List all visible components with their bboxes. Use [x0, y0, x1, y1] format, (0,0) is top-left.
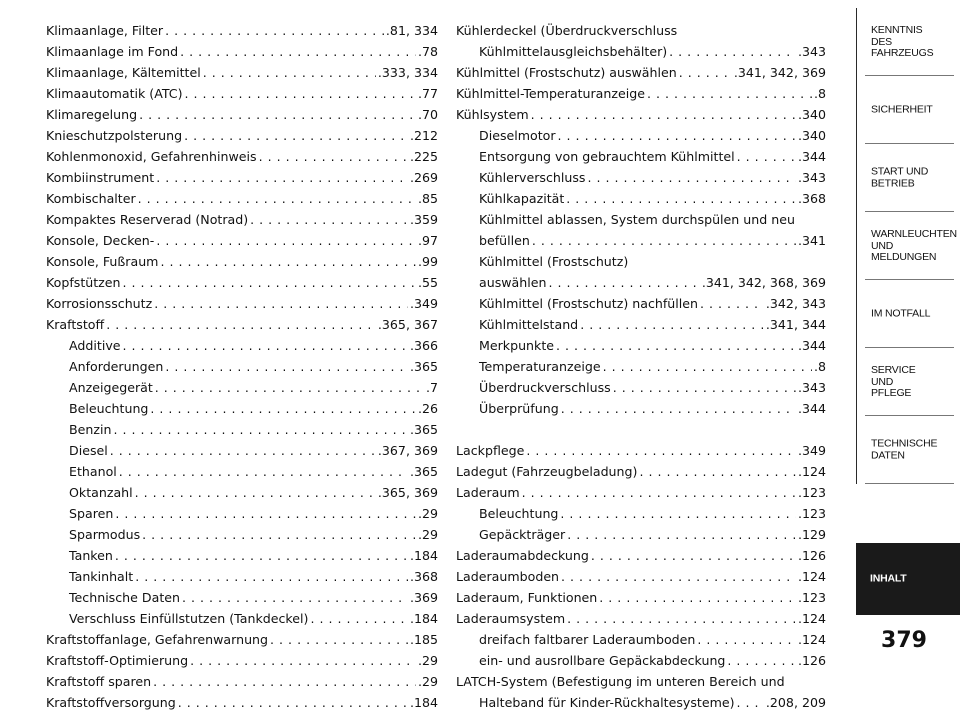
index-entry-label: Kühlmittel (Frostschutz) nachfüllen: [479, 296, 698, 311]
index-entry-page: .99: [417, 254, 438, 269]
index-entry: [46, 608, 438, 629]
index-entry: [46, 440, 438, 461]
dot-leader: [190, 650, 416, 671]
dot-leader: [549, 272, 700, 293]
dot-leader: [182, 587, 408, 608]
dot-leader: [250, 209, 408, 230]
dot-leader: [679, 62, 732, 83]
dot-leader: [135, 566, 408, 587]
index-entry-page: .29: [417, 653, 438, 668]
chapter-tab[interactable]: [856, 212, 960, 280]
index-entry-label: Klimaautomatik (ATC): [46, 86, 183, 101]
index-entry-label: Kraftstoff-Optimierung: [46, 653, 189, 668]
index-entry-label: Klimaanlage, Filter: [46, 23, 164, 38]
index-entry-label: Kühlmittel (Frostschutz) auswählen: [456, 65, 677, 80]
index-entry: [456, 146, 826, 167]
index-entry-label: Ladegut (Fahrzeugbeladung): [456, 464, 638, 479]
dot-leader: [737, 692, 764, 713]
dot-leader: [156, 230, 416, 251]
index-entry: [46, 671, 438, 692]
index-entry-page: .344: [797, 338, 826, 353]
dot-leader: [526, 440, 796, 461]
dot-leader: [556, 335, 796, 356]
index-entry: [456, 566, 826, 587]
index-entry-page: .340: [797, 128, 826, 143]
dot-leader: [532, 230, 796, 251]
index-entry: [46, 587, 438, 608]
index-entry-page: .365, 369: [377, 485, 438, 500]
index-entry-label: LATCH-System (Befestigung im unteren Bereich und: [456, 674, 785, 689]
index-entry-label: Kraftstoff: [46, 317, 105, 332]
index-entry: [46, 482, 438, 503]
index-entry: [46, 272, 438, 293]
dot-leader: [139, 104, 416, 125]
index-entry-page: .269: [409, 170, 438, 185]
dot-leader: [566, 188, 796, 209]
dot-leader: [123, 272, 416, 293]
dot-leader: [603, 356, 812, 377]
index-entry-label: Kühlmittelstand: [479, 317, 579, 332]
index-entry-page: .124: [797, 569, 826, 584]
index-entry: [456, 62, 826, 83]
index-entry-page: .126: [797, 653, 826, 668]
index-entry-label: Kombiinstrument: [46, 170, 155, 185]
dot-leader: [106, 314, 376, 335]
dot-leader: [123, 335, 408, 356]
index-entry-page: .184: [409, 611, 438, 626]
dot-leader: [647, 83, 812, 104]
dot-leader: [259, 146, 408, 167]
dot-leader: [150, 398, 416, 419]
index-entry: [46, 83, 438, 104]
index-entry-page: .208, 209: [765, 695, 826, 710]
dot-leader: [580, 314, 764, 335]
index-entry-page: .343: [797, 170, 826, 185]
dot-leader: [737, 146, 796, 167]
index-entry-label: Entsorgung von gebrauchtem Kühlmittel: [479, 149, 735, 164]
index-entry-page: .8: [813, 86, 826, 101]
chapter-tab[interactable]: [856, 144, 960, 212]
index-entry: [456, 629, 826, 650]
index-entry-label: Sparen: [69, 506, 114, 521]
index-entry-label: Klimaanlage, Kältemittel: [46, 65, 201, 80]
index-entry-label: dreifach faltbarer Laderaumboden: [479, 632, 696, 647]
tab-divider: [865, 483, 954, 484]
index-entry-label: Oktanzahl: [69, 485, 133, 500]
index-entry: [46, 104, 438, 125]
dot-leader: [727, 650, 796, 671]
index-entry-label: Diesel: [69, 443, 108, 458]
index-entry: [46, 419, 438, 440]
chapter-tab[interactable]: [856, 76, 960, 144]
index-entry-label: Konsole, Fußraum: [46, 254, 159, 269]
dot-leader: [119, 461, 408, 482]
index-entry: [456, 587, 826, 608]
index-entry-label: Halteband für Kinder-Rückhaltesysteme): [479, 695, 735, 710]
index-entry-label: Anzeigegerät: [69, 380, 153, 395]
index-entry: [46, 524, 438, 545]
chapter-tab[interactable]: [856, 543, 960, 615]
dot-leader: [153, 671, 416, 692]
index-entry-label: Konsole, Decken-: [46, 233, 155, 248]
index-entry-label: Kühlmittelausgleichsbehälter): [479, 44, 668, 59]
index-entry: [456, 104, 826, 125]
index-entry: [456, 125, 826, 146]
index-entry: [46, 230, 438, 251]
index-entry-label: Ethanol: [69, 464, 117, 479]
index-entry-label: Anforderungen: [69, 359, 164, 374]
index-entry: [46, 167, 438, 188]
index-entry: [456, 230, 826, 251]
dot-leader: [135, 482, 376, 503]
index-entry: [456, 20, 826, 41]
dot-leader: [558, 125, 796, 146]
index-entry-label: Kraftstoff sparen: [46, 674, 152, 689]
index-entry-label: Kühlmittel (Frostschutz): [479, 254, 629, 269]
chapter-tab-label: START UND BETRIEB: [871, 165, 929, 189]
index-entry-page: .126: [797, 548, 826, 563]
index-entry-label: Gepäckträger: [479, 527, 566, 542]
dot-leader: [155, 377, 424, 398]
index-entry: [456, 545, 826, 566]
dot-leader: [113, 419, 407, 440]
index-entry-page: .55: [417, 275, 438, 290]
index-entry-page: .359: [409, 212, 438, 227]
index-entry-page: .343: [797, 380, 826, 395]
dot-leader: [110, 440, 376, 461]
index-entry: [456, 41, 826, 62]
index-entry-label: Merkpunkte: [479, 338, 555, 353]
index-entry: [46, 461, 438, 482]
index-entry: [46, 314, 438, 335]
dot-leader: [165, 20, 384, 41]
index-entry: [456, 440, 826, 461]
index-entry: [456, 314, 826, 335]
index-gap: [456, 419, 826, 440]
index-entry-label: Verschluss Einfüllstutzen (Tankdeckel): [69, 611, 309, 626]
chapter-tab-label: WARNLEUCHTEN UND MELDUNGEN: [871, 227, 957, 263]
index-entry-page: .365, 367: [377, 317, 438, 332]
index-entry-label: Kühlerverschluss: [479, 170, 586, 185]
index-entry: [456, 335, 826, 356]
index-entry-label: Dieselmotor: [479, 128, 556, 143]
chapter-tab[interactable]: [856, 348, 960, 416]
index-entry-label: Kohlenmonoxid, Gefahrenhinweis: [46, 149, 257, 164]
chapter-tab-label: SICHERHEIT: [871, 103, 933, 116]
index-entry: [46, 398, 438, 419]
index-entry-label: Kühlkapazität: [479, 191, 565, 206]
index-entry-label: Kühlsystem: [456, 107, 529, 122]
index-entry-label: Kühlmittel ablassen, System durchspülen und neu: [479, 212, 795, 227]
dot-leader: [522, 482, 796, 503]
index-entry-page: .341, 342, 369: [733, 65, 826, 80]
index-entry-label: ein- und ausrollbare Gepäckabdeckung: [479, 653, 726, 668]
dot-leader: [142, 524, 416, 545]
index-entry-page: .70: [417, 107, 438, 122]
index-entry: [46, 566, 438, 587]
index-entry: [46, 503, 438, 524]
index-entry-page: .123: [797, 485, 826, 500]
index-entry: [46, 209, 438, 230]
dot-leader: [613, 377, 796, 398]
index-entry: [46, 335, 438, 356]
chapter-sidebar: [856, 0, 960, 678]
index-entry: [456, 377, 826, 398]
index-entry-page: .341: [797, 233, 826, 248]
index-entry-page: .26: [417, 401, 438, 416]
index-entry: [46, 125, 438, 146]
dot-leader: [567, 608, 796, 629]
page-number: 379: [881, 628, 927, 653]
index-entry-label: Sparmodus: [69, 527, 141, 542]
index-entry: [46, 356, 438, 377]
index-entry: [456, 671, 826, 692]
index-entry-page: .341, 342, 368, 369: [701, 275, 826, 290]
index-entry-page: .349: [409, 296, 438, 311]
dot-leader: [639, 461, 796, 482]
index-entry-label: Überprüfung: [479, 401, 559, 416]
index-entry-page: .369: [409, 590, 438, 605]
index-entry: [456, 482, 826, 503]
index-entry-page: .29: [417, 527, 438, 542]
dot-leader: [154, 293, 408, 314]
index-entry: [46, 545, 438, 566]
index-entry-label: Kühlerdeckel (Überdruckverschluss: [456, 23, 678, 38]
chapter-tab-label: IM NOTFALL: [871, 307, 931, 320]
index-entry: [456, 692, 826, 713]
index-entry-label: Laderaum, Funktionen: [456, 590, 598, 605]
index-entry-page: .184: [409, 695, 438, 710]
chapter-tab-label: TECHNISCHE DATEN: [871, 437, 938, 461]
index-entry-page: .123: [797, 506, 826, 521]
index-entry-page: .81, 334: [385, 23, 438, 38]
index-entry-page: .8: [813, 359, 826, 374]
index-entry-page: .185: [409, 632, 438, 647]
index-entry-label: Kombischalter: [46, 191, 136, 206]
index-entry-page: .77: [417, 86, 438, 101]
chapter-tab-label: INHALT: [870, 572, 907, 585]
index-entry-page: .129: [797, 527, 826, 542]
dot-leader: [599, 587, 796, 608]
index-entry-label: Tankinhalt: [69, 569, 134, 584]
index-entry: [456, 167, 826, 188]
dot-leader: [160, 251, 416, 272]
dot-leader: [184, 125, 408, 146]
dot-leader: [203, 62, 376, 83]
index-entry-label: Beleuchtung: [69, 401, 149, 416]
chapter-tab-label: SERVICE UND PFLEGE: [871, 363, 916, 399]
index-entry-page: .341, 344: [765, 317, 826, 332]
index-entry-label: Kopfstützen: [46, 275, 121, 290]
index-entry-page: .124: [797, 464, 826, 479]
index-entry-page: .367, 369: [377, 443, 438, 458]
index-entry-label: Additive: [69, 338, 121, 353]
index-entry-page: .342, 343: [765, 296, 826, 311]
index-entry-label: Laderaumabdeckung: [456, 548, 589, 563]
index-entry-label: Lackpflege: [456, 443, 525, 458]
index-entry-page: .349: [797, 443, 826, 458]
index-entry: [456, 188, 826, 209]
index-entry-label: Überdruckverschluss: [479, 380, 611, 395]
dot-leader: [115, 503, 416, 524]
index-entry-page: .333, 334: [377, 65, 438, 80]
index-entry-page: .365: [409, 422, 438, 437]
index-entry: [456, 398, 826, 419]
index-left-column: [46, 20, 438, 713]
index-entry-page: .97: [417, 233, 438, 248]
dot-leader: [270, 629, 408, 650]
index-entry: [456, 209, 826, 230]
chapter-tab-label: KENNTNIS DES FAHRZEUGS: [871, 23, 934, 59]
index-entry-label: Klimaregelung: [46, 107, 138, 122]
index-entry-page: .365: [409, 359, 438, 374]
index-entry-page: .78: [417, 44, 438, 59]
index-entry-page: .124: [797, 632, 826, 647]
dot-leader: [561, 566, 796, 587]
index-entry: [46, 251, 438, 272]
chapter-tab[interactable]: [856, 8, 960, 76]
dot-leader: [591, 545, 796, 566]
index-entry-page: .344: [797, 149, 826, 164]
index-entry: [46, 62, 438, 83]
index-entry-label: Benzin: [69, 422, 112, 437]
dot-leader: [310, 608, 408, 629]
index-entry-page: .85: [417, 191, 438, 206]
dot-leader: [567, 524, 796, 545]
chapter-tab[interactable]: [856, 416, 960, 484]
index-entry-label: Klimaanlage im Fond: [46, 44, 179, 59]
dot-leader: [700, 293, 764, 314]
index-entry-label: Kraftstoffversorgung: [46, 695, 176, 710]
index-entry: [456, 83, 826, 104]
index-entry: [456, 650, 826, 671]
index-entry-label: Korrosionsschutz: [46, 296, 153, 311]
index-entry-label: Laderaum: [456, 485, 520, 500]
index-entry: [46, 41, 438, 62]
index-entry-label: Laderaumsystem: [456, 611, 566, 626]
index-entry-page: .343: [797, 44, 826, 59]
index-entry: [46, 20, 438, 41]
index-entry-page: .365: [409, 464, 438, 479]
index-entry-label: auswählen: [479, 275, 547, 290]
index-entry: [456, 608, 826, 629]
index-entry-page: .29: [417, 674, 438, 689]
index-entry-page: .344: [797, 401, 826, 416]
dot-leader: [115, 545, 408, 566]
index-entry: [456, 272, 826, 293]
index-entry-page: .124: [797, 611, 826, 626]
index-entry-label: befüllen: [479, 233, 530, 248]
index-entry-page: .368: [797, 191, 826, 206]
index-right-column: [456, 20, 826, 713]
index-entry: [46, 188, 438, 209]
index-entry-page: .366: [409, 338, 438, 353]
dot-leader: [587, 167, 795, 188]
index-entry-label: Tanken: [69, 548, 113, 563]
dot-leader: [165, 356, 408, 377]
index-entry-page: .368: [409, 569, 438, 584]
index-entry-label: Knieschutzpolsterung: [46, 128, 183, 143]
chapter-tab[interactable]: [856, 280, 960, 348]
index-entry-label: Kompaktes Reserverad (Notrad): [46, 212, 249, 227]
dot-leader: [180, 41, 416, 62]
dot-leader: [185, 83, 416, 104]
index-entry: [46, 692, 438, 713]
index-entry-page: .29: [417, 506, 438, 521]
index-entry-page: .184: [409, 548, 438, 563]
dot-leader: [561, 398, 796, 419]
index-entry-page: .340: [797, 107, 826, 122]
dot-leader: [697, 629, 796, 650]
index-entry-page: .225: [409, 149, 438, 164]
index-entry-page: .7: [425, 380, 438, 395]
index-entry: [46, 629, 438, 650]
dot-leader: [138, 188, 416, 209]
index-entry: [456, 293, 826, 314]
index-entry: [46, 650, 438, 671]
dot-leader: [669, 41, 796, 62]
index-entry: [456, 461, 826, 482]
index-entry-label: Laderaumboden: [456, 569, 560, 584]
index-entry: [456, 251, 826, 272]
dot-leader: [156, 167, 408, 188]
index-entry-label: Beleuchtung: [479, 506, 559, 521]
dot-leader: [531, 104, 796, 125]
index-entry: [46, 377, 438, 398]
index-entry-page: .212: [409, 128, 438, 143]
index-entry-label: Temperaturanzeige: [479, 359, 601, 374]
dot-leader: [560, 503, 796, 524]
index-entry: [456, 503, 826, 524]
index-entry: [456, 356, 826, 377]
index-entry-page: .123: [797, 590, 826, 605]
index-entry: [46, 293, 438, 314]
index-entry-label: Kühlmittel-Temperaturanzeige: [456, 86, 645, 101]
index-entry: [46, 146, 438, 167]
index-entry-label: Technische Daten: [69, 590, 180, 605]
index-entry-label: Kraftstoffanlage, Gefahrenwarnung: [46, 632, 269, 647]
index-entry: [456, 524, 826, 545]
dot-leader: [178, 692, 408, 713]
